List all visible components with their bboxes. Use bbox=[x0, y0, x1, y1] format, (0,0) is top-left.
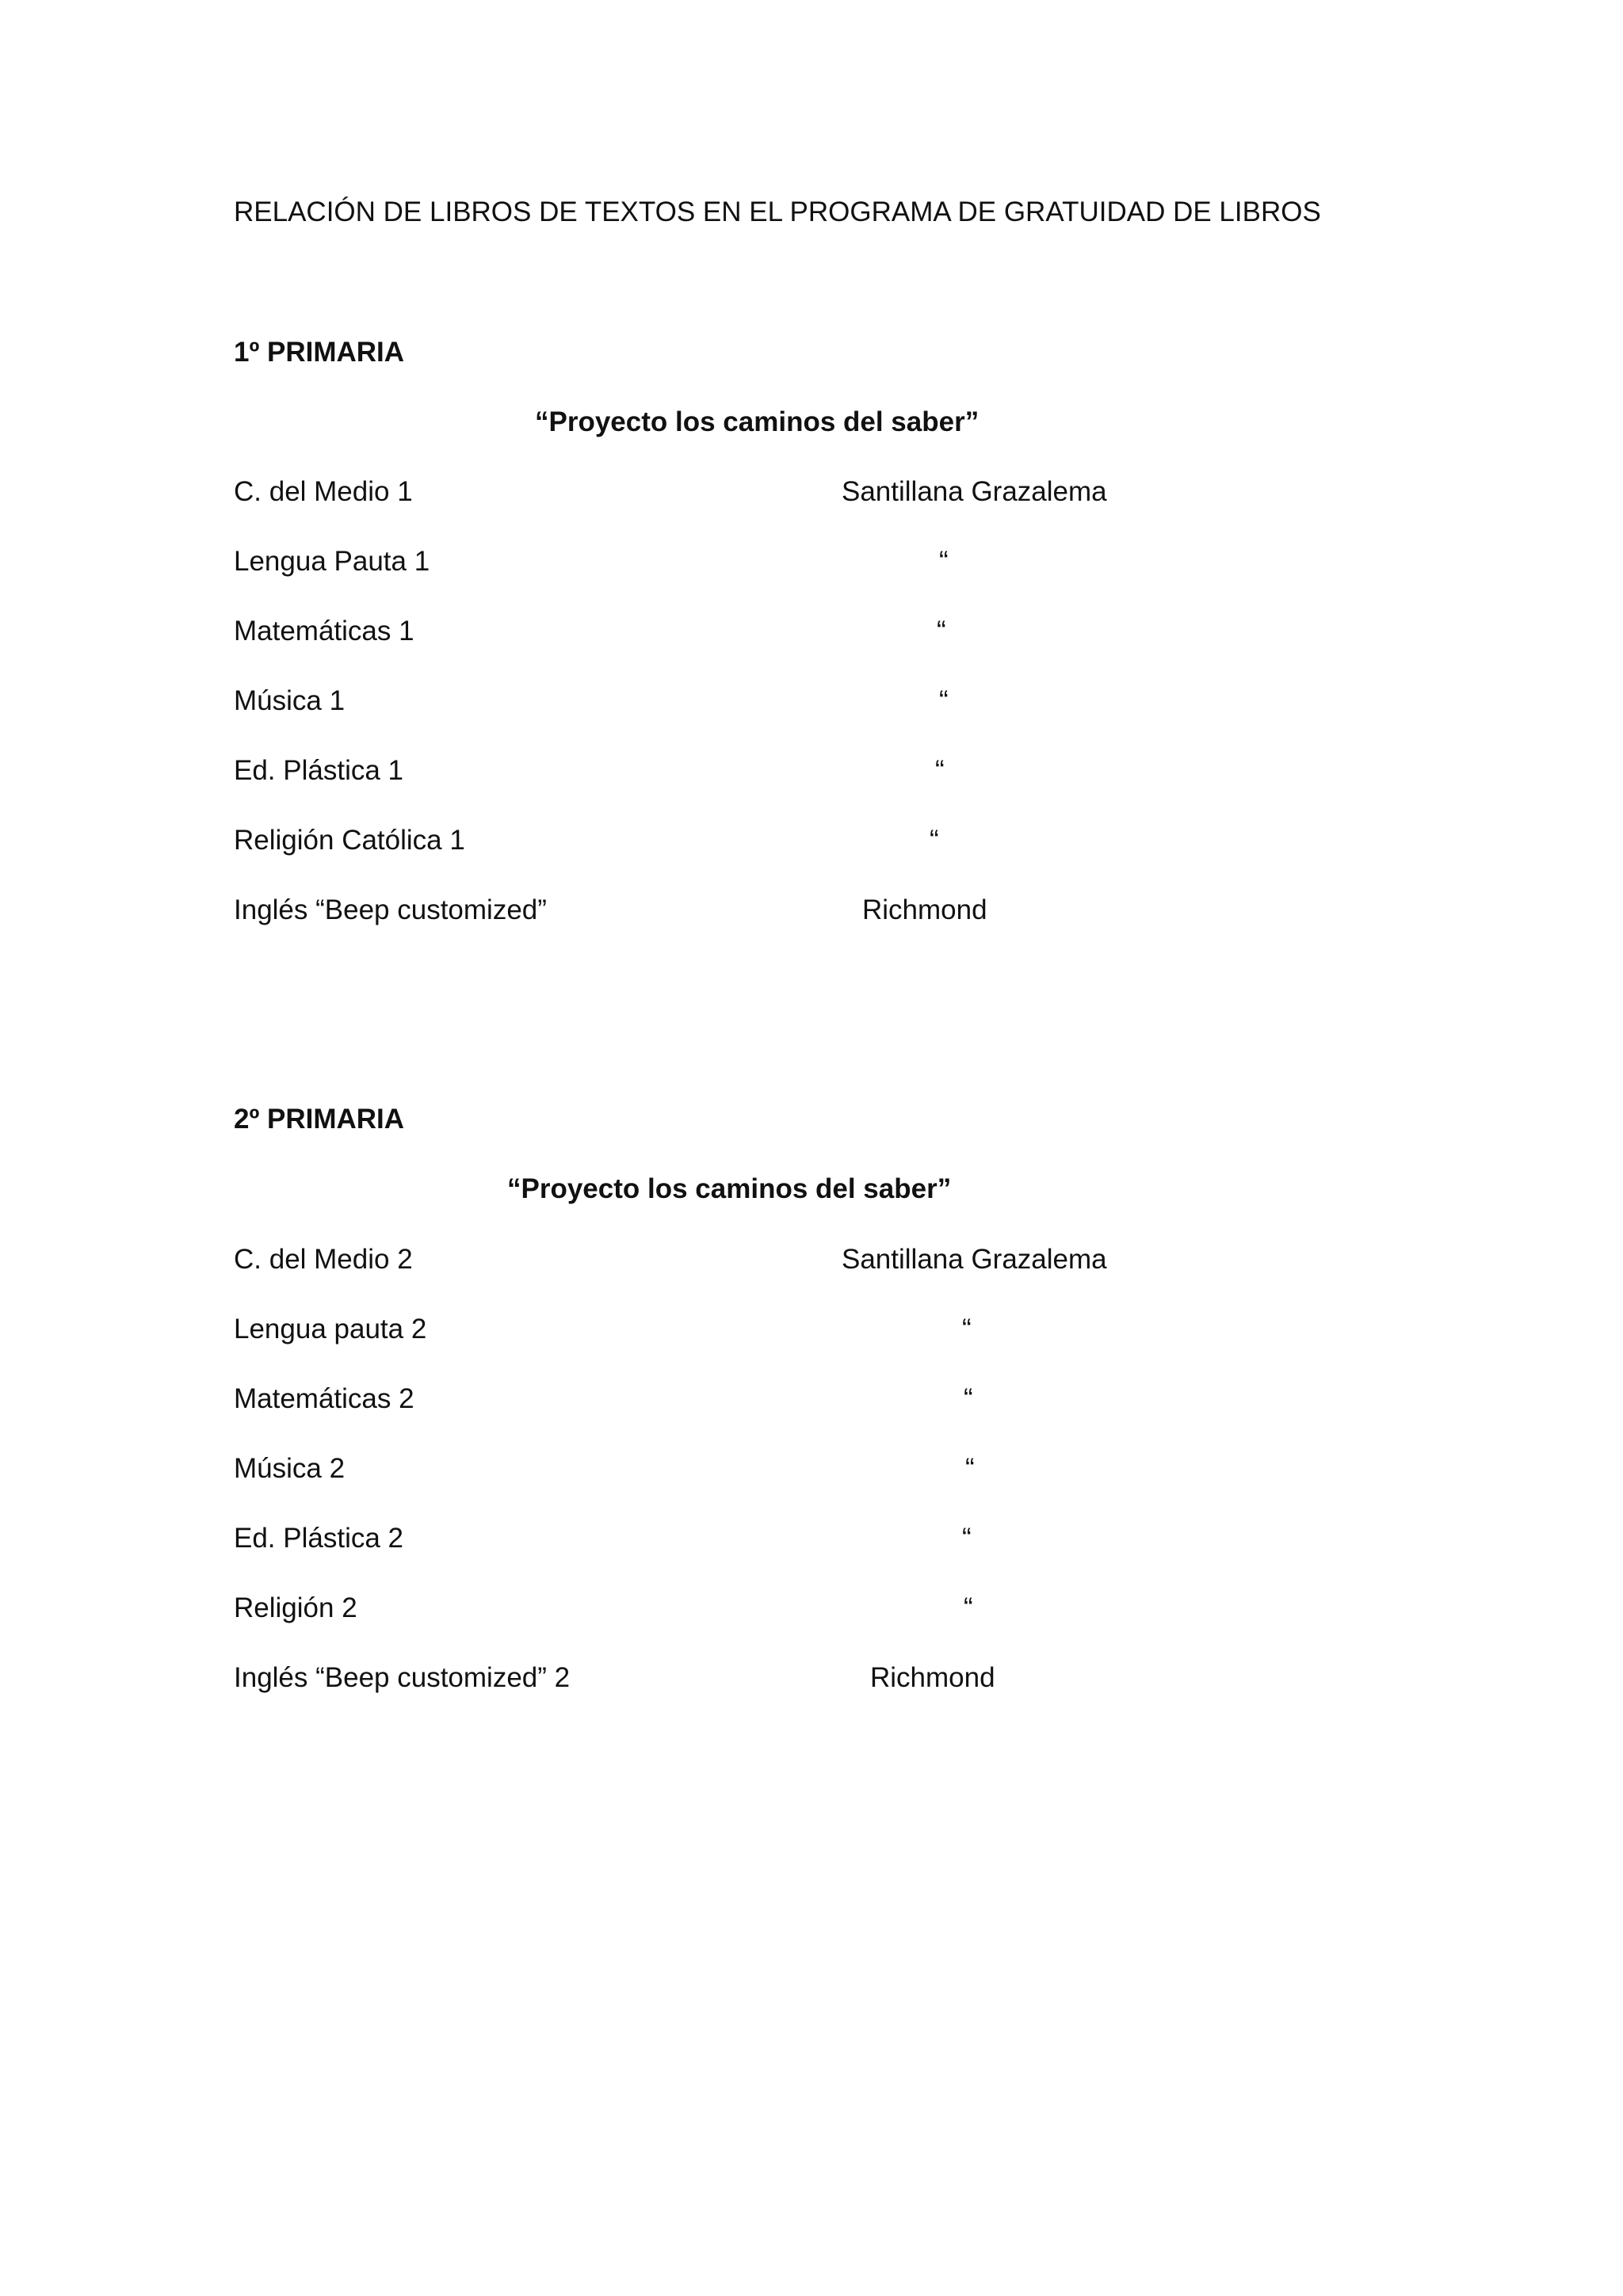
book-title: Inglés “Beep customized” 2 bbox=[234, 1662, 571, 1693]
publisher-ditto-mark: “ bbox=[964, 1383, 973, 1414]
book-title: C. del Medio 2 bbox=[234, 1244, 413, 1275]
publisher: Santillana Grazalema bbox=[842, 476, 1107, 507]
book-title: Matemáticas 2 bbox=[234, 1383, 414, 1414]
publisher-ditto-mark: “ bbox=[937, 616, 946, 646]
publisher-ditto-mark: “ bbox=[939, 546, 949, 577]
book-title: Lengua Pauta 1 bbox=[234, 546, 430, 577]
project-title: “Proyecto los caminos del saber” bbox=[535, 406, 980, 437]
section-heading: 2º PRIMARIA bbox=[234, 1104, 405, 1135]
book-title: Religión 2 bbox=[234, 1592, 357, 1623]
book-title: Lengua pauta 2 bbox=[234, 1314, 427, 1344]
book-title: Ed. Plástica 1 bbox=[234, 755, 403, 786]
book-title: Música 1 bbox=[234, 685, 346, 716]
book-title: Matemáticas 1 bbox=[234, 616, 414, 646]
project-title: “Proyecto los caminos del saber” bbox=[507, 1173, 952, 1204]
publisher-ditto-mark: “ bbox=[935, 755, 945, 786]
document-title: RELACIÓN DE LIBROS DE TEXTOS EN EL PROGRAMA DE GRATUIDAD DE LIBROS bbox=[234, 196, 1321, 227]
publisher-ditto-mark: “ bbox=[965, 1453, 975, 1484]
publisher: Richmond bbox=[862, 894, 987, 925]
publisher: Santillana Grazalema bbox=[842, 1244, 1107, 1275]
book-title: Ed. Plástica 2 bbox=[234, 1523, 403, 1554]
publisher-ditto-mark: “ bbox=[939, 685, 949, 716]
publisher-ditto-mark: “ bbox=[930, 825, 939, 856]
publisher-ditto-mark: “ bbox=[962, 1314, 972, 1344]
book-title: Religión Católica 1 bbox=[234, 825, 465, 856]
book-title: Música 2 bbox=[234, 1453, 346, 1484]
book-title: Inglés “Beep customized” bbox=[234, 894, 547, 925]
publisher-ditto-mark: “ bbox=[964, 1592, 973, 1623]
publisher-ditto-mark: “ bbox=[962, 1523, 972, 1554]
book-title: C. del Medio 1 bbox=[234, 476, 413, 507]
section-heading: 1º PRIMARIA bbox=[234, 337, 405, 368]
publisher: Richmond bbox=[870, 1662, 995, 1693]
